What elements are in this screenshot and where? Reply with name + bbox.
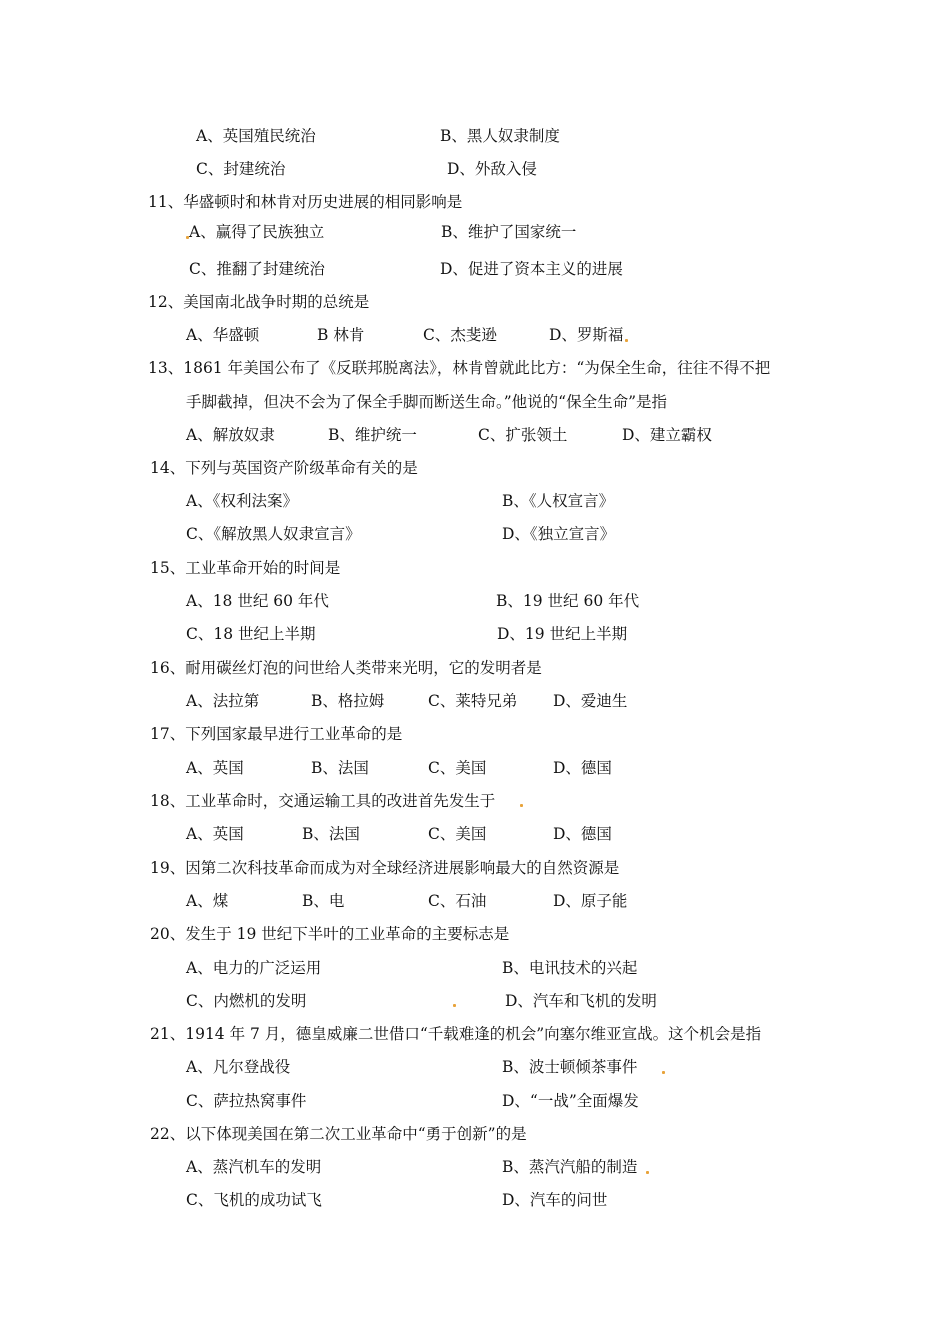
q14-option-b: B、《人权宣言》 xyxy=(502,492,615,510)
q12-option-c: C、杰斐逊 xyxy=(423,326,497,344)
q22-option-c: C、飞机的成功试飞 xyxy=(186,1191,322,1209)
q13-stem-line1: 13、1861 年美国公布了《反联邦脱离法》，林肯曾就此比方：“为保全生命，往往不得不把 xyxy=(148,359,771,377)
scan-mark xyxy=(520,804,523,807)
q21-option-c: C、萨拉热窝事件 xyxy=(186,1092,307,1110)
q17-option-a: A、英国 xyxy=(186,759,244,777)
scan-mark xyxy=(662,1071,665,1074)
q16-option-d: D、爱迪生 xyxy=(553,692,628,710)
q15-stem: 15、工业革命开始的时间是 xyxy=(150,559,341,577)
q20-stem: 20、发生于 19 世纪下半叶的工业革命的主要标志是 xyxy=(150,925,510,943)
q13-option-b: B、维护统一 xyxy=(328,426,417,444)
q16-option-b: B、格拉姆 xyxy=(311,692,385,710)
q21-stem: 21、1914 年 7 月，德皇威廉二世借口“千载难逢的机会”向塞尔维亚宣战。这个机会是指 xyxy=(150,1025,762,1043)
q22-option-d: D、汽车的问世 xyxy=(502,1191,608,1209)
q19-option-a: A、煤 xyxy=(186,892,229,910)
scan-mark xyxy=(625,339,628,342)
q12-option-b: B 林肯 xyxy=(317,326,365,344)
q19-option-c: C、石油 xyxy=(428,892,487,910)
q10-option-a: A、英国殖民统治 xyxy=(196,127,316,145)
scan-mark xyxy=(453,1004,456,1007)
q19-stem: 19、因第二次科技革命而成为对全球经济进展影响最大的自然资源是 xyxy=(150,859,620,877)
q22-stem: 22、以下体现美国在第二次工业革命中“勇于创新”的是 xyxy=(150,1125,527,1143)
q14-stem: 14、下列与英国资产阶级革命有关的是 xyxy=(150,459,418,477)
q18-option-a: A、英国 xyxy=(186,825,244,843)
q22-option-b: B、蒸汽汽船的制造 xyxy=(502,1158,638,1176)
q22-option-a: A、蒸汽机车的发明 xyxy=(186,1158,322,1176)
q15-option-b: B、19 世纪 60 年代 xyxy=(496,592,640,610)
q21-option-d: D、“一战”全面爆发 xyxy=(502,1092,639,1110)
q18-option-b: B、法国 xyxy=(302,825,360,843)
q13-stem-line2: 手脚截掉，但决不会为了保全手脚而断送生命。”他说的“保全生命”是指 xyxy=(186,393,668,411)
q15-option-a: A、18 世纪 60 年代 xyxy=(186,592,329,610)
q20-option-a: A、电力的广泛运用 xyxy=(186,959,322,977)
q12-option-d: D、罗斯福 xyxy=(549,326,624,344)
q13-option-d: D、建立霸权 xyxy=(622,426,712,444)
scan-mark xyxy=(646,1171,649,1174)
q11-stem: 11、华盛顿时和林肯对历史进展的相同影响是 xyxy=(148,193,463,211)
q19-option-d: D、原子能 xyxy=(553,892,628,910)
q15-option-c: C、18 世纪上半期 xyxy=(186,625,316,643)
q16-stem: 16、耐用碳丝灯泡的问世给人类带来光明，它的发明者是 xyxy=(150,659,542,677)
q12-option-a: A、华盛顿 xyxy=(186,326,260,344)
q16-option-a: A、法拉第 xyxy=(186,692,260,710)
q20-option-c: C、内燃机的发明 xyxy=(186,992,307,1010)
q13-option-c: C、扩张领土 xyxy=(478,426,568,444)
q10-option-b: B、黑人奴隶制度 xyxy=(440,127,560,145)
q18-stem: 18、工业革命时，交通运输工具的改进首先发生于 xyxy=(150,792,496,810)
q10-option-c: C、封建统治 xyxy=(196,160,286,178)
q14-option-d: D、《独立宣言》 xyxy=(502,525,616,543)
q14-option-a: A、《权利法案》 xyxy=(186,492,298,510)
q18-option-c: C、美国 xyxy=(428,825,487,843)
q17-option-b: B、法国 xyxy=(311,759,369,777)
q20-option-b: B、电讯技术的兴起 xyxy=(502,959,638,977)
q20-option-d: D、汽车和飞机的发明 xyxy=(505,992,657,1010)
q15-option-d: D、19 世纪上半期 xyxy=(497,625,628,643)
q11-option-c: C、推翻了封建统治 xyxy=(189,260,325,278)
q13-option-a: A、解放奴隶 xyxy=(186,426,275,444)
q10-option-d: D、外敌入侵 xyxy=(447,160,537,178)
q11-option-a: A、赢得了民族独立 xyxy=(189,223,325,241)
q12-stem: 12、美国南北战争时期的总统是 xyxy=(148,293,370,311)
q14-option-c: C、《解放黑人奴隶宣言》 xyxy=(186,525,361,543)
q19-option-b: B、电 xyxy=(302,892,345,910)
q17-option-c: C、美国 xyxy=(428,759,487,777)
q21-option-b: B、波士顿倾茶事件 xyxy=(502,1058,638,1076)
q16-option-c: C、莱特兄弟 xyxy=(428,692,518,710)
q17-option-d: D、德国 xyxy=(553,759,612,777)
q11-option-d: D、促进了资本主义的进展 xyxy=(440,260,623,278)
q11-option-b: B、维护了国家统一 xyxy=(441,223,577,241)
q17-stem: 17、下列国家最早进行工业革命的是 xyxy=(150,725,403,743)
q18-option-d: D、德国 xyxy=(553,825,612,843)
q21-option-a: A、凡尔登战役 xyxy=(186,1058,291,1076)
